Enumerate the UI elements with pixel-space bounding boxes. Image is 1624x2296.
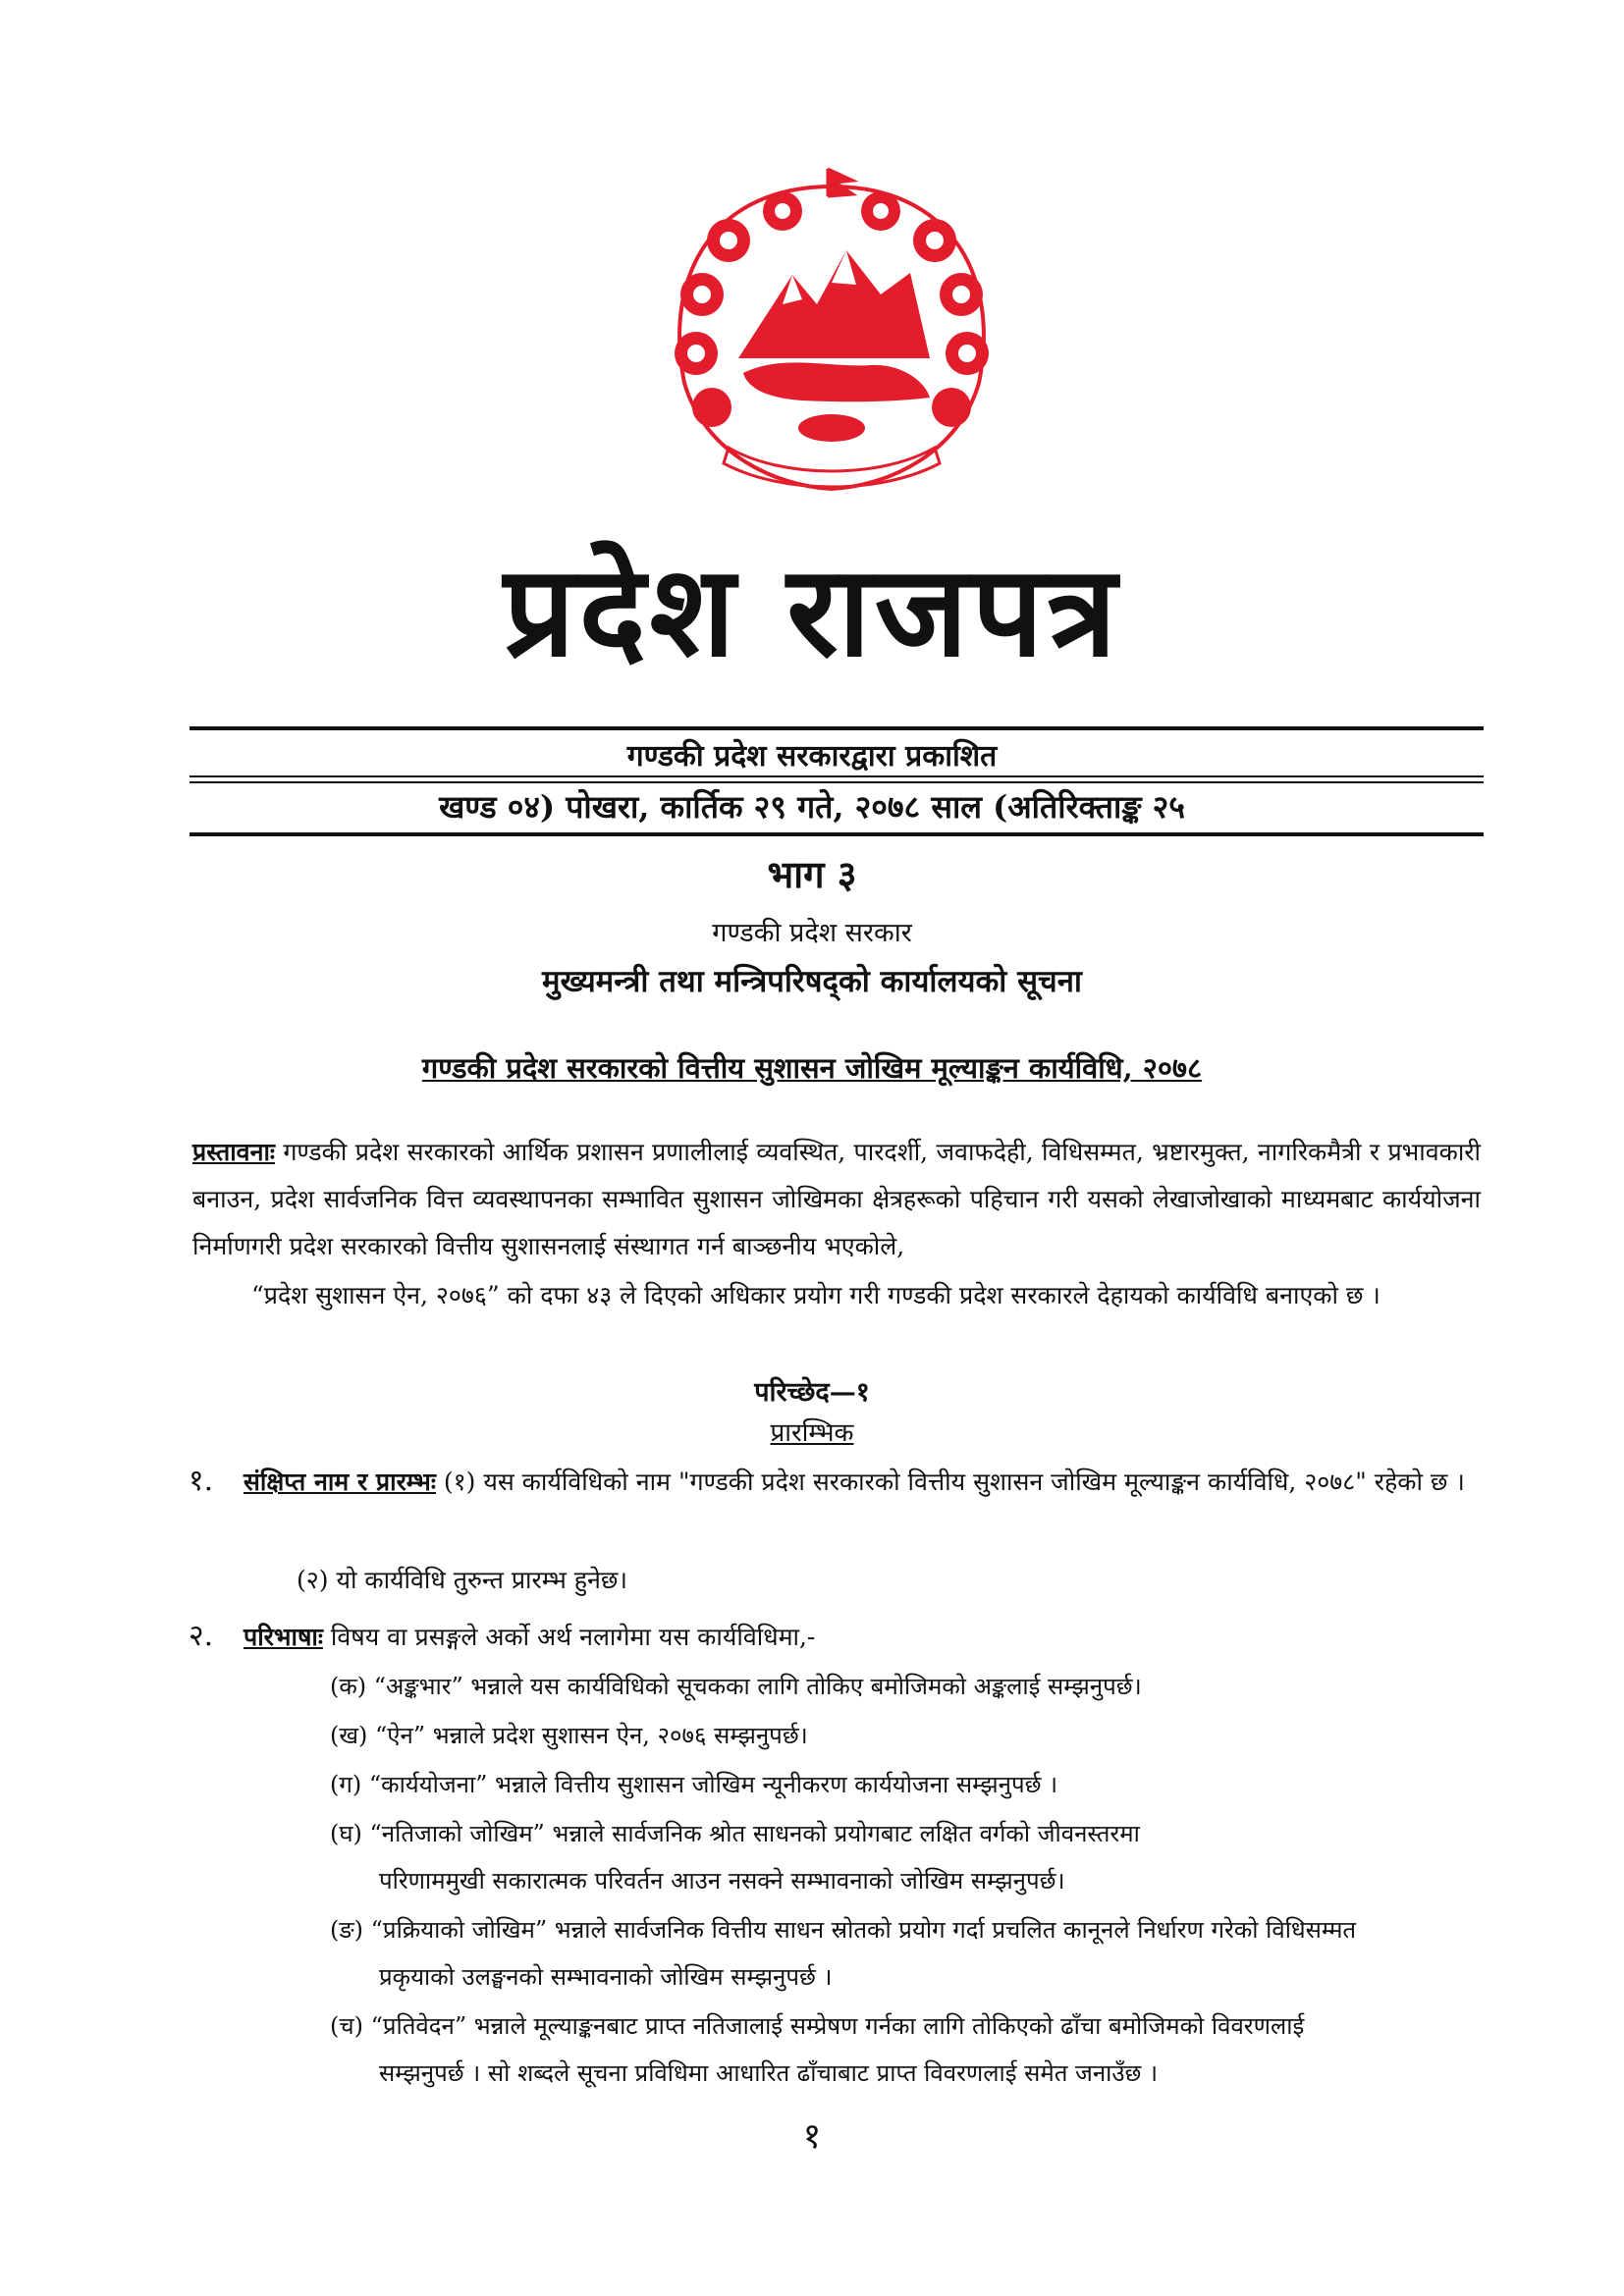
definition-continuation: परिणाममुखी सकारात्मक परिवर्तन आउन नसक्ने सम्भावनाको जोखिम सम्झनुपर्छ।	[379, 1867, 1065, 1895]
divider	[189, 781, 1484, 783]
divider	[189, 775, 1484, 777]
gazette-title: प्रदेश राजपत्र	[503, 538, 1121, 685]
flag-icon	[828, 169, 853, 196]
preamble	[192, 1129, 1481, 1270]
definition-continuation: प्रकृयाको उलङ्घनको सम्भावनाको जोखिम सम्झनुपर्छ ।	[379, 1963, 833, 1991]
section-text: विषय वा प्रसङ्गले अर्को अर्थ नलागेमा यस कार्यविधिमा,-	[322, 1623, 816, 1651]
divider	[189, 726, 1484, 730]
definition-item: (ङ) “प्रक्रियाको जोखिम” भन्नाले सार्वजनिक वित्तीय साधन स्रोतको प्रयोग गर्दा प्रचलित कानूनले निर्धारण गरेको विधिसम्मत	[330, 1916, 1357, 1944]
definition-item: (च) “प्रतिवेदन” भन्नाले मूल्याङ्कनबाट प्राप्त नतिजालाई सम्प्रेषण गर्नका लागि तोकिएको ढाँचा बमोजिमको विवरणलाई	[330, 2012, 1305, 2040]
section-2	[244, 1614, 1483, 1661]
authority-paragraph: “प्रदेश सुशासन ऐन, २०७६” को दफा ४३ ले दिएको अधिकार प्रयोग गरी गण्डकी प्रदेश सरकारले देहायको कार्यविधि बनाएको छ ।	[251, 1281, 1380, 1309]
government-name: गण्डकी प्रदेश सरकार	[712, 918, 912, 948]
definition-item: (क) “अङ्कभार” भन्नाले यस कार्यविधिको सूचकका लागि तोकिए बमोजिमको अङ्कलाई सम्झनुपर्छ।	[330, 1673, 1142, 1700]
definition-item: (ख) “ऐन” भन्नाले प्रदेश सुशासन ऐन, २०७६ सम्झनुपर्छ।	[330, 1722, 808, 1749]
section-heading: संक्षिप्त नाम र प्रारम्भः	[244, 1468, 436, 1496]
publisher-line: गण्डकी प्रदेश सरकारद्वारा प्रकाशित	[626, 739, 998, 774]
subsection: (२) यो कार्यविधि तुरुन्त प्रारम्भ हुनेछ।	[297, 1566, 627, 1594]
section-1	[244, 1459, 1483, 1506]
chapter-name: प्रारम्भिक	[770, 1418, 854, 1448]
preamble-label: प्रस्तावनाः	[192, 1138, 275, 1166]
section-number: २.	[189, 1619, 214, 1653]
definition-continuation: सम्झनुपर्छ । सो शब्दले सूचना प्रविधिमा आधारित ढाँचाबाट प्राप्त विवरणलाई समेत जनाउँछ ।	[379, 2059, 1159, 2087]
handshake-icon	[798, 414, 865, 442]
definition-item: (ग) “कार्ययोजना” भन्नाले वित्तीय सुशासन जोखिम न्यूनीकरण कार्ययोजना सम्झनुपर्छ ।	[330, 1771, 1058, 1798]
preamble-text: गण्डकी प्रदेश सरकारको आर्थिक प्रशासन प्रणालीलाई व्यवस्थित, पारदर्शी, जवाफदेही, विधिसम्मत, भ्रष्टारमुक्त, नागरिकमैत्री र प्रभावकारी बनाउन, प्रदेश सार्वजनिक वित्त व्यवस्थापनका सम्भावित सुशासन जोखिमका क्षेत्रहरूको पहिचान गरी यसको लेखाजोखाको माध्यमबाट कार्ययोजना निर्माणगरी प्रदेश सरकारको वित्तीय सुशासनलाई संस्थागत गर्न बाञ्छनीय भएकोले,	[192, 1138, 1481, 1260]
page-number: १	[802, 2116, 822, 2157]
divider	[189, 832, 1484, 836]
mountain-icon	[738, 250, 930, 358]
issue-line: खण्ड ०४) पोखरा, कार्तिक २९ गते, २०७८ साल (अतिरिक्ताङ्क २५	[439, 788, 1185, 826]
part-heading: भाग ३	[767, 852, 857, 896]
chapter-heading: परिच्छेद—१	[754, 1377, 870, 1408]
definition-item: (घ) “नतिजाको जोखिम” भन्नाले सार्वजनिक श्रोत साधनको प्रयोगबाट लक्षित वर्गको जीवनस्तरमा	[330, 1820, 1140, 1847]
national-emblem	[635, 157, 1028, 496]
section-text: (१) यस कार्यविधिको नाम "गण्डकी प्रदेश सरकारको वित्तीय सुशासन जोखिम मूल्याङ्कन कार्यविधि, २०७८" रहेको छ ।	[435, 1468, 1465, 1496]
section-number: १.	[189, 1464, 214, 1498]
nepal-map-icon	[743, 362, 930, 401]
document-title: गण्डकी प्रदेश सरकारको वित्तीय सुशासन जोखिम मूल्याङ्कन कार्यविधि, २०७८	[421, 1051, 1203, 1085]
office-notice: मुख्यमन्त्री तथा मन्त्रिपरिषद्को कार्यालयको सूचना	[542, 964, 1082, 999]
section-heading: परिभाषाः	[244, 1623, 323, 1651]
